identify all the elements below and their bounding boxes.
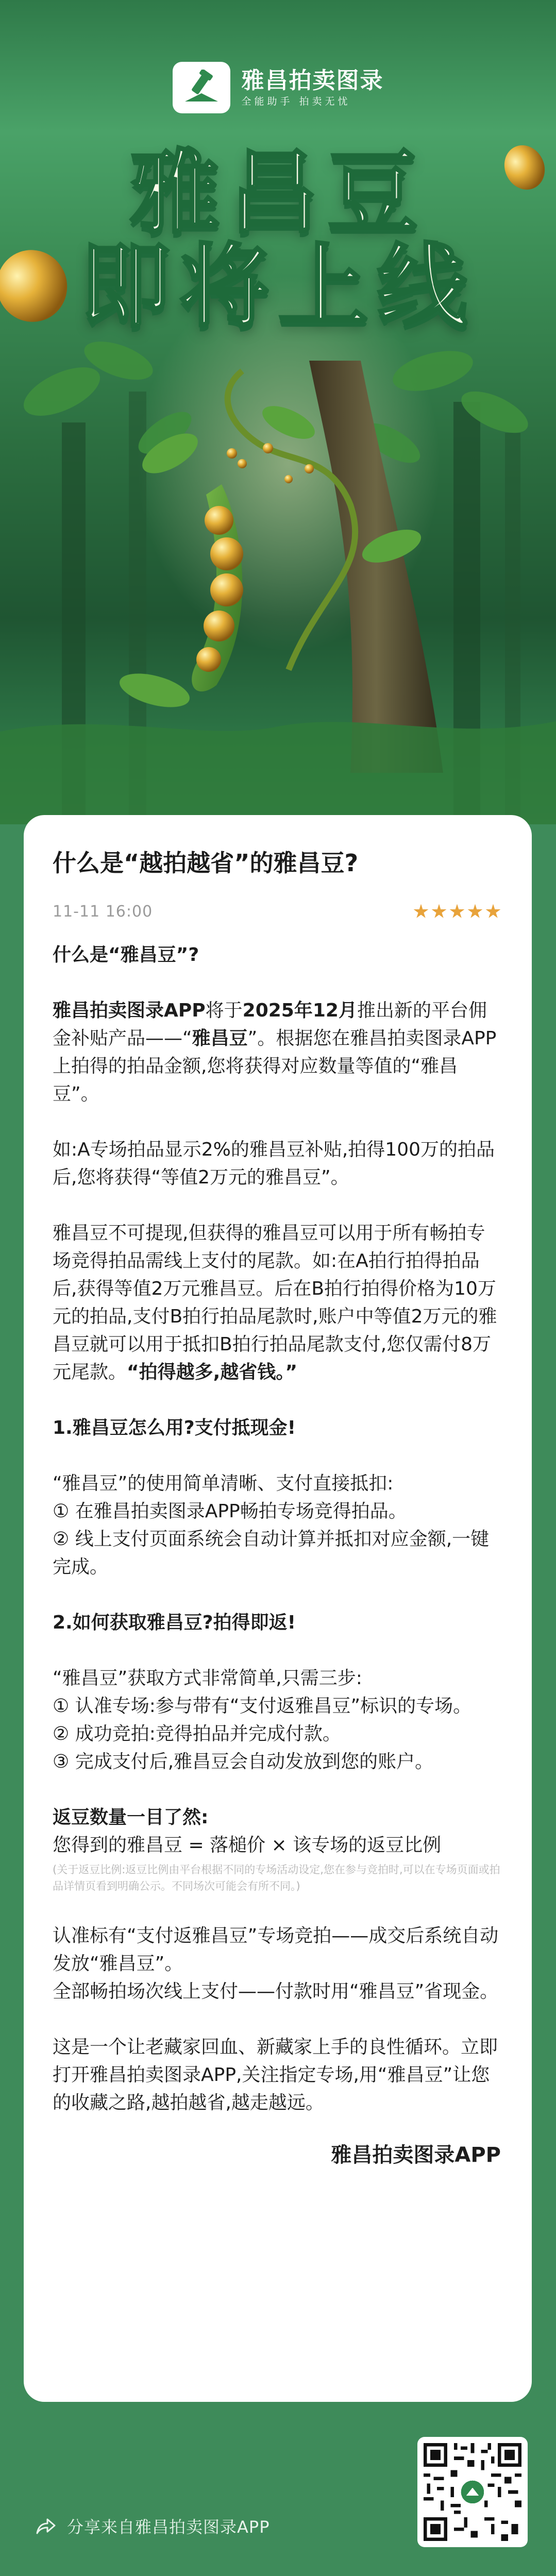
list-item: ① 认准专场:参与带有“支付返雅昌豆”标识的专场。 (53, 1696, 472, 1717)
article-meta (53, 903, 501, 921)
star-icon (413, 904, 429, 920)
hero-banner (0, 0, 556, 824)
closing-paragraph: 这是一个让老藏家回血、新藏家上手的良性循环。立即打开雅昌拍卖图录APP,关注指定专场,用“雅昌豆”让您的收藏之路,越拍越省,越走越远。 (53, 2037, 498, 2113)
usage-steps: “雅昌豆”的使用简单清晰、支付直接抵扣: ① 在雅昌拍卖图录APP畅拍专场竞得拍品。 ② 线上支付页面系统会自动计算并抵扣对应金额,一键完成。 (53, 1470, 501, 1581)
section-heading-usage: 1.雅昌豆怎么用?支付抵现金! (53, 1417, 296, 1438)
share-footer[interactable] (36, 2514, 270, 2538)
formula: 您得到的雅昌豆 = 落槌价 × 该专场的返豆比例 (53, 1835, 442, 1856)
list-item: ② 成功竞拍:竞得拍品并完成付款。 (53, 1723, 341, 1744)
list-item: ③ 完成支付后,雅昌豆会自动发放到您的账户。 (53, 1751, 434, 1772)
star-icon (485, 904, 501, 920)
hero-title-line2: 即将上线 (80, 234, 476, 340)
share-text: 分享来自雅昌拍卖图录APP (67, 2517, 270, 2537)
formula-note: (关于返豆比例:返豆比例由平台根据不同的专场活动设定,您在参与竞拍时,可以在专场页面或拍品详情页看到明确公示。不同场次可能会有所不同。) (53, 1863, 500, 1892)
brand-header (0, 62, 556, 113)
qr-code-icon (424, 2443, 521, 2541)
qr-code[interactable] (417, 2437, 528, 2547)
question-heading: 什么是“雅昌豆”? (53, 944, 199, 965)
star-icon (449, 904, 465, 920)
formula-heading: 返豆数量一目了然: (53, 1807, 209, 1828)
formula-block (53, 1804, 501, 1894)
hero-title-line1: 雅昌豆 (129, 140, 427, 246)
earn-steps: “雅昌豆”获取方式非常简单,只需三步: ① 认准专场:参与带有“支付返雅昌豆”标识的专场。 ② 成功竞拍:竞得拍品并完成付款。 ③ 完成支付后,雅昌豆会自动发放到您的账户。 (53, 1665, 501, 1776)
list-item: ① 在雅昌拍卖图录APP畅拍专场竞得拍品。 (53, 1501, 407, 1522)
article-card (24, 815, 532, 2402)
example-paragraph: 如:A专场拍品显示2%的雅昌豆补贴,拍得100万的拍品后,您将获得“等值2万元的雅昌豆”。 (53, 1139, 495, 1188)
rating-stars (413, 904, 501, 920)
article-date: 11-11 16:00 (53, 903, 153, 921)
list-item: ② 线上支付页面系统会自动计算并抵扣对应金额,一键完成。 (53, 1529, 490, 1578)
star-icon (467, 904, 483, 920)
star-icon (431, 904, 447, 920)
brand-name: 雅昌拍卖图录 (241, 67, 384, 94)
forest-scene-illustration (0, 0, 556, 824)
brand-logo-icon (173, 62, 230, 113)
article-title: 什么是“越拍越省”的雅昌豆? (53, 849, 359, 877)
intro-paragraph: 雅昌拍卖图录APP将于2025年12月推出新的平台佣金补贴产品——“雅昌豆”。根据您在雅昌拍卖图录APP上拍得的拍品金额,您将获得对应数量等值的“雅昌豆”。 (53, 1000, 497, 1105)
signature: 雅昌拍卖图录APP (331, 2143, 501, 2167)
article-body (53, 941, 501, 2171)
share-arrow-icon (36, 2517, 57, 2535)
summary-paragraph: 认准标有“支付返雅昌豆”专场竞拍——成交后系统自动发放“雅昌豆”。 全部畅拍场次线上支付——付款时用“雅昌豆”省现金。 (53, 1925, 499, 2002)
section-heading-earn: 2.如何获取雅昌豆?拍得即返! (53, 1612, 296, 1633)
brand-slogan: 全能助手 拍卖无忧 (241, 96, 351, 107)
usage-paragraph: 雅昌豆不可提现,但获得的雅昌豆可以用于所有畅拍专场竞得拍品需线上支付的尾款。如:在A拍行拍得拍品后,获得等值2万元雅昌豆。后在B拍行拍得价格为10万元的拍品,支付B拍行拍品尾款时,账户中等值2万元的雅昌豆就可以用于抵扣B拍行拍品尾款支付,您仅需付8万元尾款。“拍得越多,越省钱。” (53, 1223, 497, 1383)
